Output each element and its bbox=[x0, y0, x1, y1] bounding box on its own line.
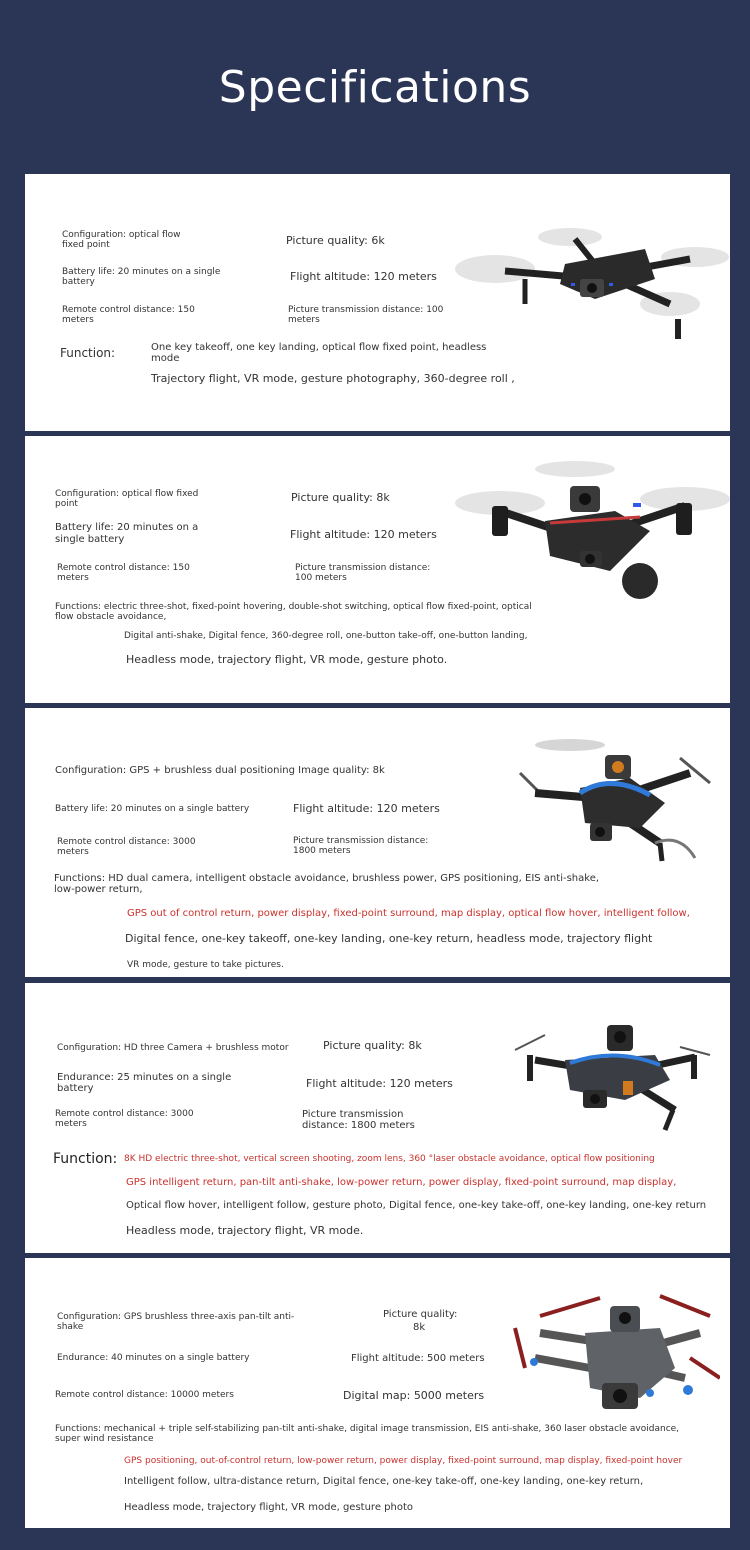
digital-map-text: Digital map: 5000 meters bbox=[343, 1389, 485, 1402]
altitude-text: Flight altitude: 120 meters bbox=[290, 528, 437, 541]
function-line-2: Trajectory flight, VR mode, gesture photography, 360-degree roll , bbox=[151, 372, 515, 385]
configuration-text: Configuration: optical flow fixed point bbox=[55, 489, 199, 509]
function-label: Function: bbox=[60, 346, 116, 360]
drone-image bbox=[505, 1015, 715, 1135]
remote-distance-text: Remote control distance: 3000 meters bbox=[57, 837, 196, 857]
function-line-3: Intelligent follow, ultra-distance return, Digital fence, one-key take-off, one-key landing, one-key return, bbox=[124, 1476, 644, 1487]
altitude-text: Flight altitude: 500 meters bbox=[351, 1353, 485, 1364]
function-line-4: VR mode, gesture to take pictures. bbox=[127, 960, 284, 970]
drone-image bbox=[445, 209, 735, 359]
picture-quality-text: Picture quality: 8k bbox=[323, 1039, 422, 1052]
function-line-2: GPS intelligent return, pan-tilt anti-shake, low-power return, power display, fixed-point surround, map display, bbox=[126, 1177, 677, 1188]
spec-card-3 bbox=[25, 708, 730, 977]
configuration-text: Configuration: optical flow fixed point bbox=[62, 230, 181, 250]
drone-image bbox=[510, 1288, 720, 1423]
transmission-text: Picture transmission distance: 1800 meters bbox=[293, 836, 429, 856]
function-label: Function: bbox=[53, 1151, 118, 1167]
endurance-text: Endurance: 25 minutes on a single battery bbox=[57, 1072, 232, 1094]
configuration-text: Configuration: GPS + brushless dual positioning Image quality: 8k bbox=[55, 765, 385, 776]
transmission-text: Picture transmission distance: 100 meters bbox=[295, 563, 431, 583]
drone-image bbox=[500, 733, 720, 873]
altitude-text: Flight altitude: 120 meters bbox=[290, 270, 437, 283]
spec-card-1 bbox=[25, 174, 730, 431]
function-line-1: Functions: electric three-shot, fixed-point hovering, double-shot switching, optical flow fixed-point, optical flow obstacle avoidance, bbox=[55, 602, 532, 622]
battery-text: Battery life: 20 minutes on a single battery bbox=[62, 267, 221, 287]
function-line-1: 8K HD electric three-shot, vertical screen shooting, zoom lens, 360 °laser obstacle avoidance, optical flow positioning bbox=[124, 1154, 655, 1164]
spec-card-2 bbox=[25, 436, 730, 703]
function-line-3: Digital fence, one-key takeoff, one-key landing, one-key return, headless mode, trajectory flight bbox=[125, 932, 653, 945]
altitude-text: Flight altitude: 120 meters bbox=[293, 802, 440, 815]
spec-card-5 bbox=[25, 1258, 730, 1528]
picture-quality-value: 8k bbox=[413, 1322, 426, 1333]
picture-quality-text: Picture quality: 6k bbox=[286, 234, 385, 247]
battery-text: Battery life: 20 minutes on a single battery bbox=[55, 522, 199, 545]
drone-image bbox=[440, 451, 730, 611]
function-line-4: Headless mode, trajectory flight, VR mode. bbox=[126, 1224, 364, 1237]
configuration-text: Configuration: HD three Camera + brushless motor bbox=[57, 1043, 289, 1053]
remote-distance-text: Remote control distance: 10000 meters bbox=[55, 1390, 234, 1400]
battery-text: Battery life: 20 minutes on a single battery bbox=[55, 804, 250, 814]
function-line-3: Optical flow hover, intelligent follow, gesture photo, Digital fence, one-key take-off, one-key landing, one-key return bbox=[126, 1200, 707, 1211]
transmission-text: Picture transmission distance: 1800 meters bbox=[302, 1109, 415, 1131]
endurance-text: Endurance: 40 minutes on a single battery bbox=[57, 1353, 250, 1363]
function-line-1: Functions: HD dual camera, intelligent obstacle avoidance, brushless power, GPS positioning, EIS anti-shake, low-power return, bbox=[54, 873, 600, 895]
configuration-text: Configuration: GPS brushless three-axis pan-tilt anti-shake bbox=[57, 1312, 295, 1332]
page-title: Specifications bbox=[218, 62, 532, 113]
function-line-2: Digital anti-shake, Digital fence, 360-degree roll, one-button take-off, one-button landing, bbox=[124, 631, 528, 641]
function-line-2: GPS positioning, out-of-control return, low-power return, power display, fixed-point surround, map display, fixed-point hover bbox=[124, 1456, 683, 1466]
function-line-4: Headless mode, trajectory flight, VR mode, gesture photo bbox=[124, 1502, 413, 1513]
function-line-2: GPS out of control return, power display, fixed-point surround, map display, optical flow hover, intelligent follow, bbox=[127, 908, 690, 919]
remote-distance-text: Remote control distance: 150 meters bbox=[57, 563, 190, 583]
picture-quality-text: Picture quality: 8k bbox=[291, 491, 390, 504]
picture-quality-label: Picture quality: bbox=[383, 1309, 458, 1320]
function-line-1: One key takeoff, one key landing, optical flow fixed point, headless mode bbox=[151, 342, 487, 364]
remote-distance-text: Remote control distance: 150 meters bbox=[62, 305, 195, 325]
function-line-1: Functions: mechanical + triple self-stabilizing pan-tilt anti-shake, digital image transmission, EIS anti-shake, 360 laser obstacle avoidance, super wind resistance bbox=[55, 1424, 680, 1444]
altitude-text: Flight altitude: 120 meters bbox=[306, 1077, 453, 1090]
spec-card-4 bbox=[25, 983, 730, 1253]
transmission-text: Picture transmission distance: 100 meters bbox=[288, 305, 444, 325]
function-line-3: Headless mode, trajectory flight, VR mode, gesture photo. bbox=[126, 653, 448, 666]
remote-distance-text: Remote control distance: 3000 meters bbox=[55, 1109, 194, 1129]
